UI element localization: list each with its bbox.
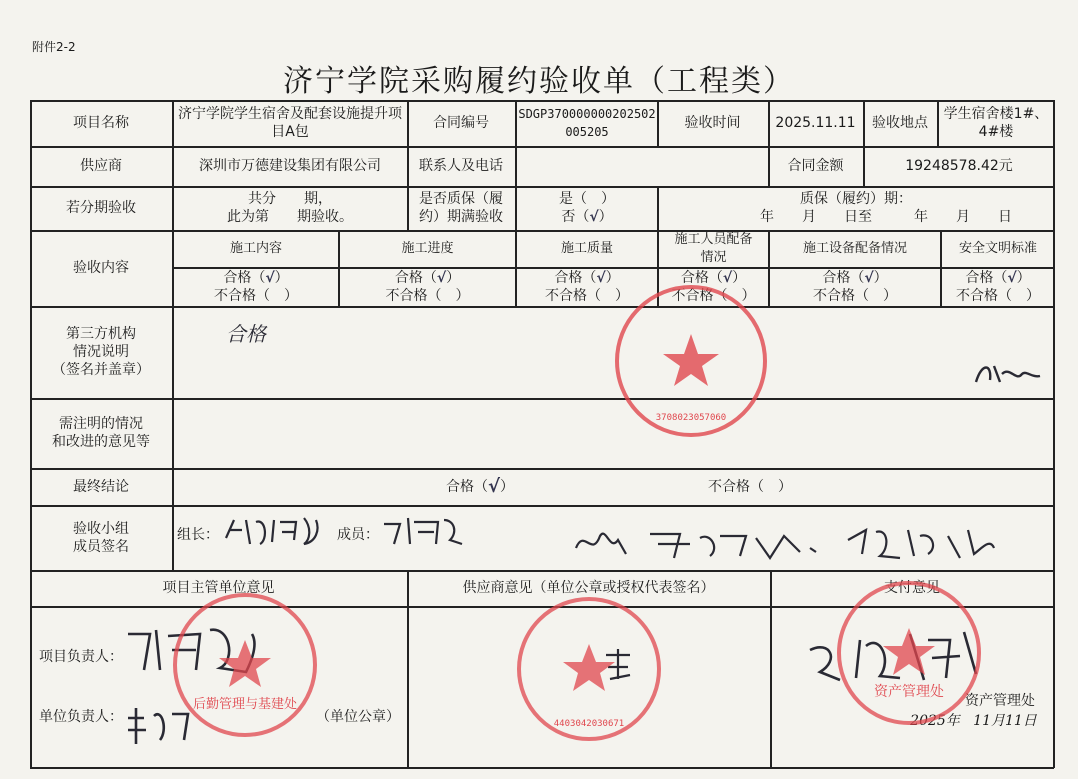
content-col-header: 施工设备配备情况 — [802, 240, 907, 256]
contact-value — [517, 146, 767, 186]
supplier-seal-stamp — [514, 594, 664, 744]
fail-option: 不合格（ ） — [671, 288, 756, 304]
asset-office-label: 资产管理处 — [965, 693, 1035, 709]
pass-option: 合格（√） — [965, 270, 1031, 286]
final-pass-option: 合格（ √ ） — [445, 475, 514, 497]
check-mark-icon: √ — [436, 270, 447, 286]
content-col-header: 施工内容 — [229, 240, 282, 256]
fail-option: 不合格（ ） — [813, 288, 897, 304]
final-conclusion-label: 最终结论 — [73, 478, 129, 495]
content-col-result — [340, 268, 515, 306]
fail-option: 不合格（ ） — [385, 288, 470, 304]
third-party-seal-number: 3708023057060 — [655, 413, 727, 423]
check-mark-icon: √ — [487, 475, 500, 497]
pass-option: 合格（√） — [680, 270, 747, 286]
acceptance-form — [30, 100, 1054, 768]
supplier-label: 供应商 — [80, 158, 122, 174]
check-mark-icon: √ — [596, 270, 606, 286]
contract-amount-value: 19248578.42元 — [905, 158, 1013, 174]
project-leader-label: 项目负责人： — [39, 649, 123, 665]
content-col-header: 安全文明标准 — [958, 240, 1037, 256]
warranty-period-label: 质保（履约）期： — [800, 191, 912, 207]
member-signature-1 — [380, 510, 470, 550]
warranty-no-option: 否（√） — [561, 209, 613, 225]
acceptance-time-label: 验收时间 — [684, 115, 741, 131]
dept-opinion-header: 项目主管单位意见 — [162, 580, 275, 596]
third-party-label-line-1: 第三方机构 — [66, 326, 136, 342]
supplier-opinion-header: 供应商意见（单位公章或授权代表签名） — [462, 580, 715, 596]
asset-office-seal-text: 资产管理处 — [874, 684, 944, 700]
leader-signature — [220, 510, 330, 550]
installment-label: 若分期验收 — [66, 200, 136, 216]
warranty-question-line-1: 是否质保（履 — [419, 191, 503, 207]
supplier-value: 深圳市万德建设集团有限公司 — [199, 158, 381, 174]
project-name-label: 项目名称 — [73, 115, 129, 131]
content-col-header: 施工质量 — [560, 240, 613, 256]
supplier-seal-number: 4403042030671 — [553, 719, 625, 729]
check-mark-icon: √ — [265, 270, 275, 286]
third-party-handwriting: 合格 — [226, 322, 266, 346]
contract-no-value: SDGP370000000202502005205 — [518, 107, 656, 139]
pass-option: 合格（√） — [554, 270, 620, 286]
third-party-seal-stamp — [612, 282, 770, 440]
unit-seal-label: （单位公章） — [316, 709, 400, 725]
acceptance-time-value: 2025.11.11 — [775, 115, 856, 131]
asset-office-seal-stamp — [834, 578, 984, 728]
content-col-header: 施工进度 — [401, 240, 454, 256]
date-month-day: 11月11日 — [973, 713, 1037, 729]
member-label: 成员： — [337, 527, 379, 543]
team-label-line-2: 成员签名 — [73, 538, 129, 555]
acceptance-content-label: 验收内容 — [73, 260, 129, 276]
contract-no-label: 合同编号 — [433, 115, 489, 131]
check-mark-icon: √ — [589, 209, 599, 225]
team-label-line-1: 验收小组 — [73, 520, 129, 537]
logistics-seal-text: 后勤管理与基建处 — [192, 697, 298, 712]
fail-option: 不合格（ ） — [214, 288, 298, 304]
contract-amount-label: 合同金额 — [787, 158, 844, 174]
contact-label: 联系人及电话 — [419, 158, 503, 174]
pass-option: 合格（√） — [223, 270, 289, 286]
content-col-header: 施工人员配备情况 — [674, 231, 753, 265]
check-mark-icon: √ — [1007, 270, 1017, 286]
content-col-result — [770, 268, 940, 306]
fail-option: 不合格（ ） — [956, 288, 1040, 304]
installment-line-2: 此为第 期验收。 — [227, 209, 353, 225]
date-year: 2025年 — [910, 713, 960, 729]
notes-label-line-1: 需注明的情况 — [59, 416, 143, 432]
member-signatures — [570, 518, 1010, 566]
page-title: 济宁学院采购履约验收单（工程类） — [283, 64, 795, 99]
third-party-signature — [970, 352, 1050, 392]
warranty-period-range: 年 月 日至 年 月 日 — [760, 209, 1012, 225]
pass-option: 合格（√） — [394, 270, 461, 286]
fail-option: 不合格（ ） — [545, 288, 629, 304]
check-mark-icon: √ — [722, 270, 733, 286]
payment-opinion-header: 支付意见 — [884, 580, 940, 596]
acceptance-place-value: 学生宿舍楼1#、4#楼 — [943, 106, 1049, 140]
warranty-yes-option: 是（ ） — [559, 191, 615, 207]
unit-leader-label: 单位负责人： — [39, 709, 123, 725]
attachment-label: 附件2-2 — [32, 40, 76, 54]
third-party-label-line-2: 情况说明 — [73, 344, 129, 360]
logistics-seal-stamp — [170, 590, 320, 740]
content-col-result — [174, 268, 338, 306]
check-mark-icon: √ — [864, 270, 874, 286]
acceptance-place-label: 验收地点 — [872, 115, 928, 131]
notes-label-line-2: 和改进的意见等 — [52, 434, 150, 450]
warranty-question-line-2: 约）期满验收 — [419, 209, 503, 225]
pass-option: 合格（√） — [822, 270, 888, 286]
content-col-result — [942, 268, 1054, 306]
leader-label: 组长： — [177, 527, 219, 543]
final-fail-option: 不合格（ ） — [708, 478, 792, 495]
project-name-value: 济宁学院学生宿舍及配套设施提升项目A包 — [178, 106, 402, 140]
installment-line-1: 共分 期， — [248, 191, 332, 207]
third-party-label-line-3: （签名并盖章） — [52, 362, 150, 378]
